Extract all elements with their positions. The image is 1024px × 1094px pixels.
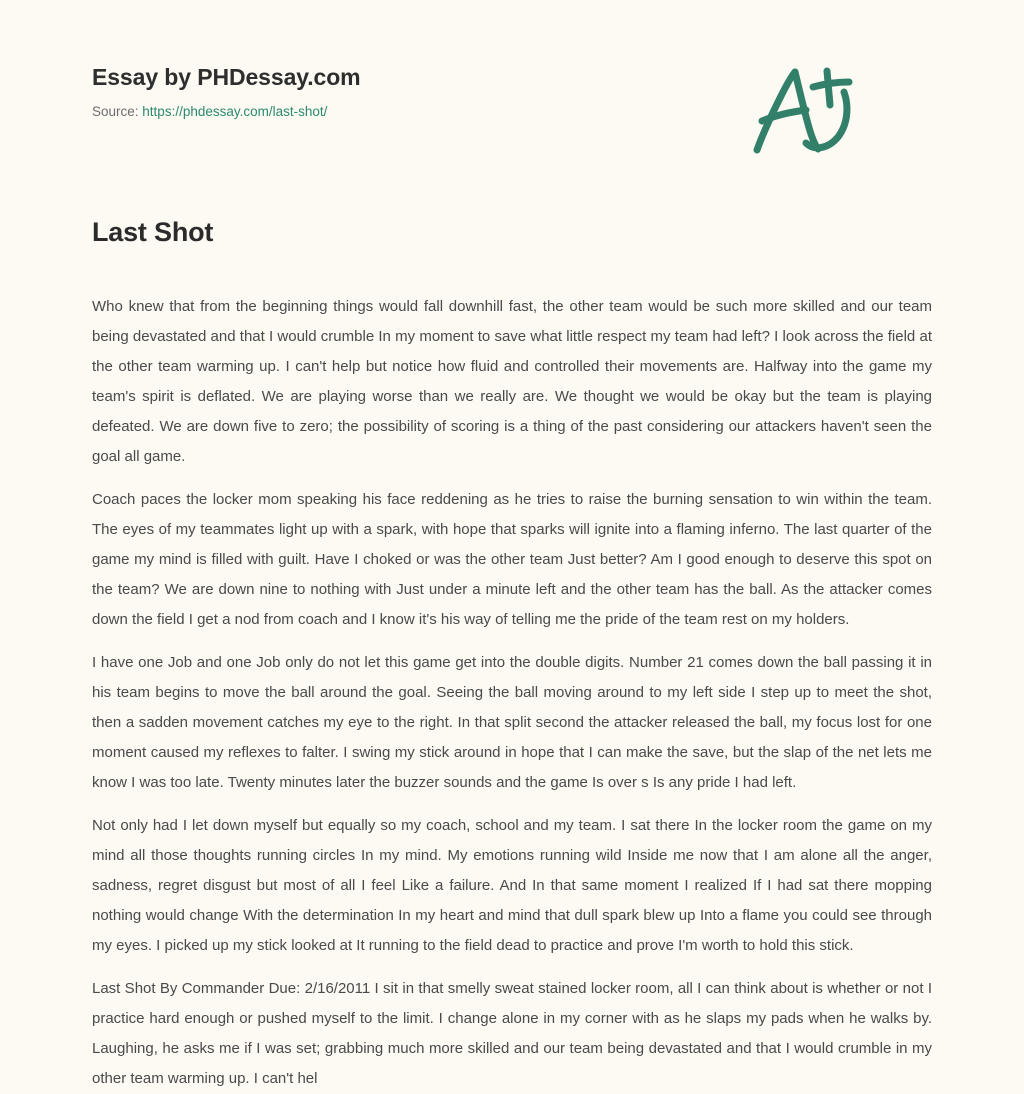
paragraph: Not only had I let down myself but equally so my coach, school and my team. I sat there In the locker room the game on my mind all those thoughts running circles In my mind. My emotions running wild Inside me now that I am alone all the anger, sadness, regret disgust but most of all I feel Like a failure. And In that same moment I realized If I had sat there mopping nothing would change With the determination In my heart and mind that dull spark blew up Into a flame you could see through my eyes. I picked up my stick looked at It running to the field dead to practice and prove I'm worth to hold this stick. bbox=[92, 816, 932, 954]
page-title: Last Shot bbox=[92, 217, 214, 247]
brand-title: Essay by PHDessay.com bbox=[92, 64, 361, 90]
paragraph: Who knew that from the beginning things would fall downhill fast, the other team would be such more skilled and our team being devastated and that I would crumble In my moment to save what little respect my team had left? I look across the field at the other team warming up. I can't help but notice how fluid and controlled their movements are. Halfway into the game my team's spirit is deflated. We are playing worse than we really are. We thought we would be okay but the team is playing defeated. We are down five to zero; the possibility of scoring is a thing of the past considering our attackers haven't seen the goal all game. bbox=[92, 297, 932, 465]
paragraph: Last Shot By Commander Due: 2/16/2011 I sit in that smelly sweat stained locker room, all I can think about is whether or not I practice hard enough or pushed myself to the limit. I change alone in my corner with as he slaps my pads when he walks by. Laughing, he asks me if I was set; grabbing much more skilled and our team being devastated and that I would crumble in my other team warming up. I can't hel bbox=[92, 979, 932, 1087]
essay-body bbox=[92, 248, 932, 1094]
page-header bbox=[92, 0, 932, 119]
source-url-link[interactable]: https://phdessay.com/last-shot/ bbox=[142, 104, 328, 119]
source-label: Source: bbox=[92, 104, 139, 119]
paragraph: Coach paces the locker mom speaking his face reddening as he tries to raise the burning sensation to win within the team. The eyes of my teammates light up with a spark, with hope that sparks will ignite into a flaming inferno. The last quarter of the game my mind is filled with guilt. Have I choked or was the other team Just better? Am I good enough to deserve this spot on the team? We are down nine to nothing with Just under a minute left and the other team has the ball. As the attacker comes down the field I get a nod from coach and I know it's his way of telling me the pride of the team rest on my holders. bbox=[92, 490, 932, 628]
a-plus-logo bbox=[748, 58, 860, 160]
paragraph: I have one Job and one Job only do not let this game get into the double digits. Number 21 comes down the ball passing it in his team begins to move the ball around the goal. Seeing the ball moving around to my left side I step up to meet the shot, then a sadden movement catches my eye to the right. In that split second the attacker released the ball, my focus lost for one moment caused my reflexes to falter. I swing my stick around in hope that I can make the save, but the slap of the net lets me know I was too late. Twenty minutes later the buzzer sounds and the game Is over s Is any pride I had left. bbox=[92, 653, 932, 791]
